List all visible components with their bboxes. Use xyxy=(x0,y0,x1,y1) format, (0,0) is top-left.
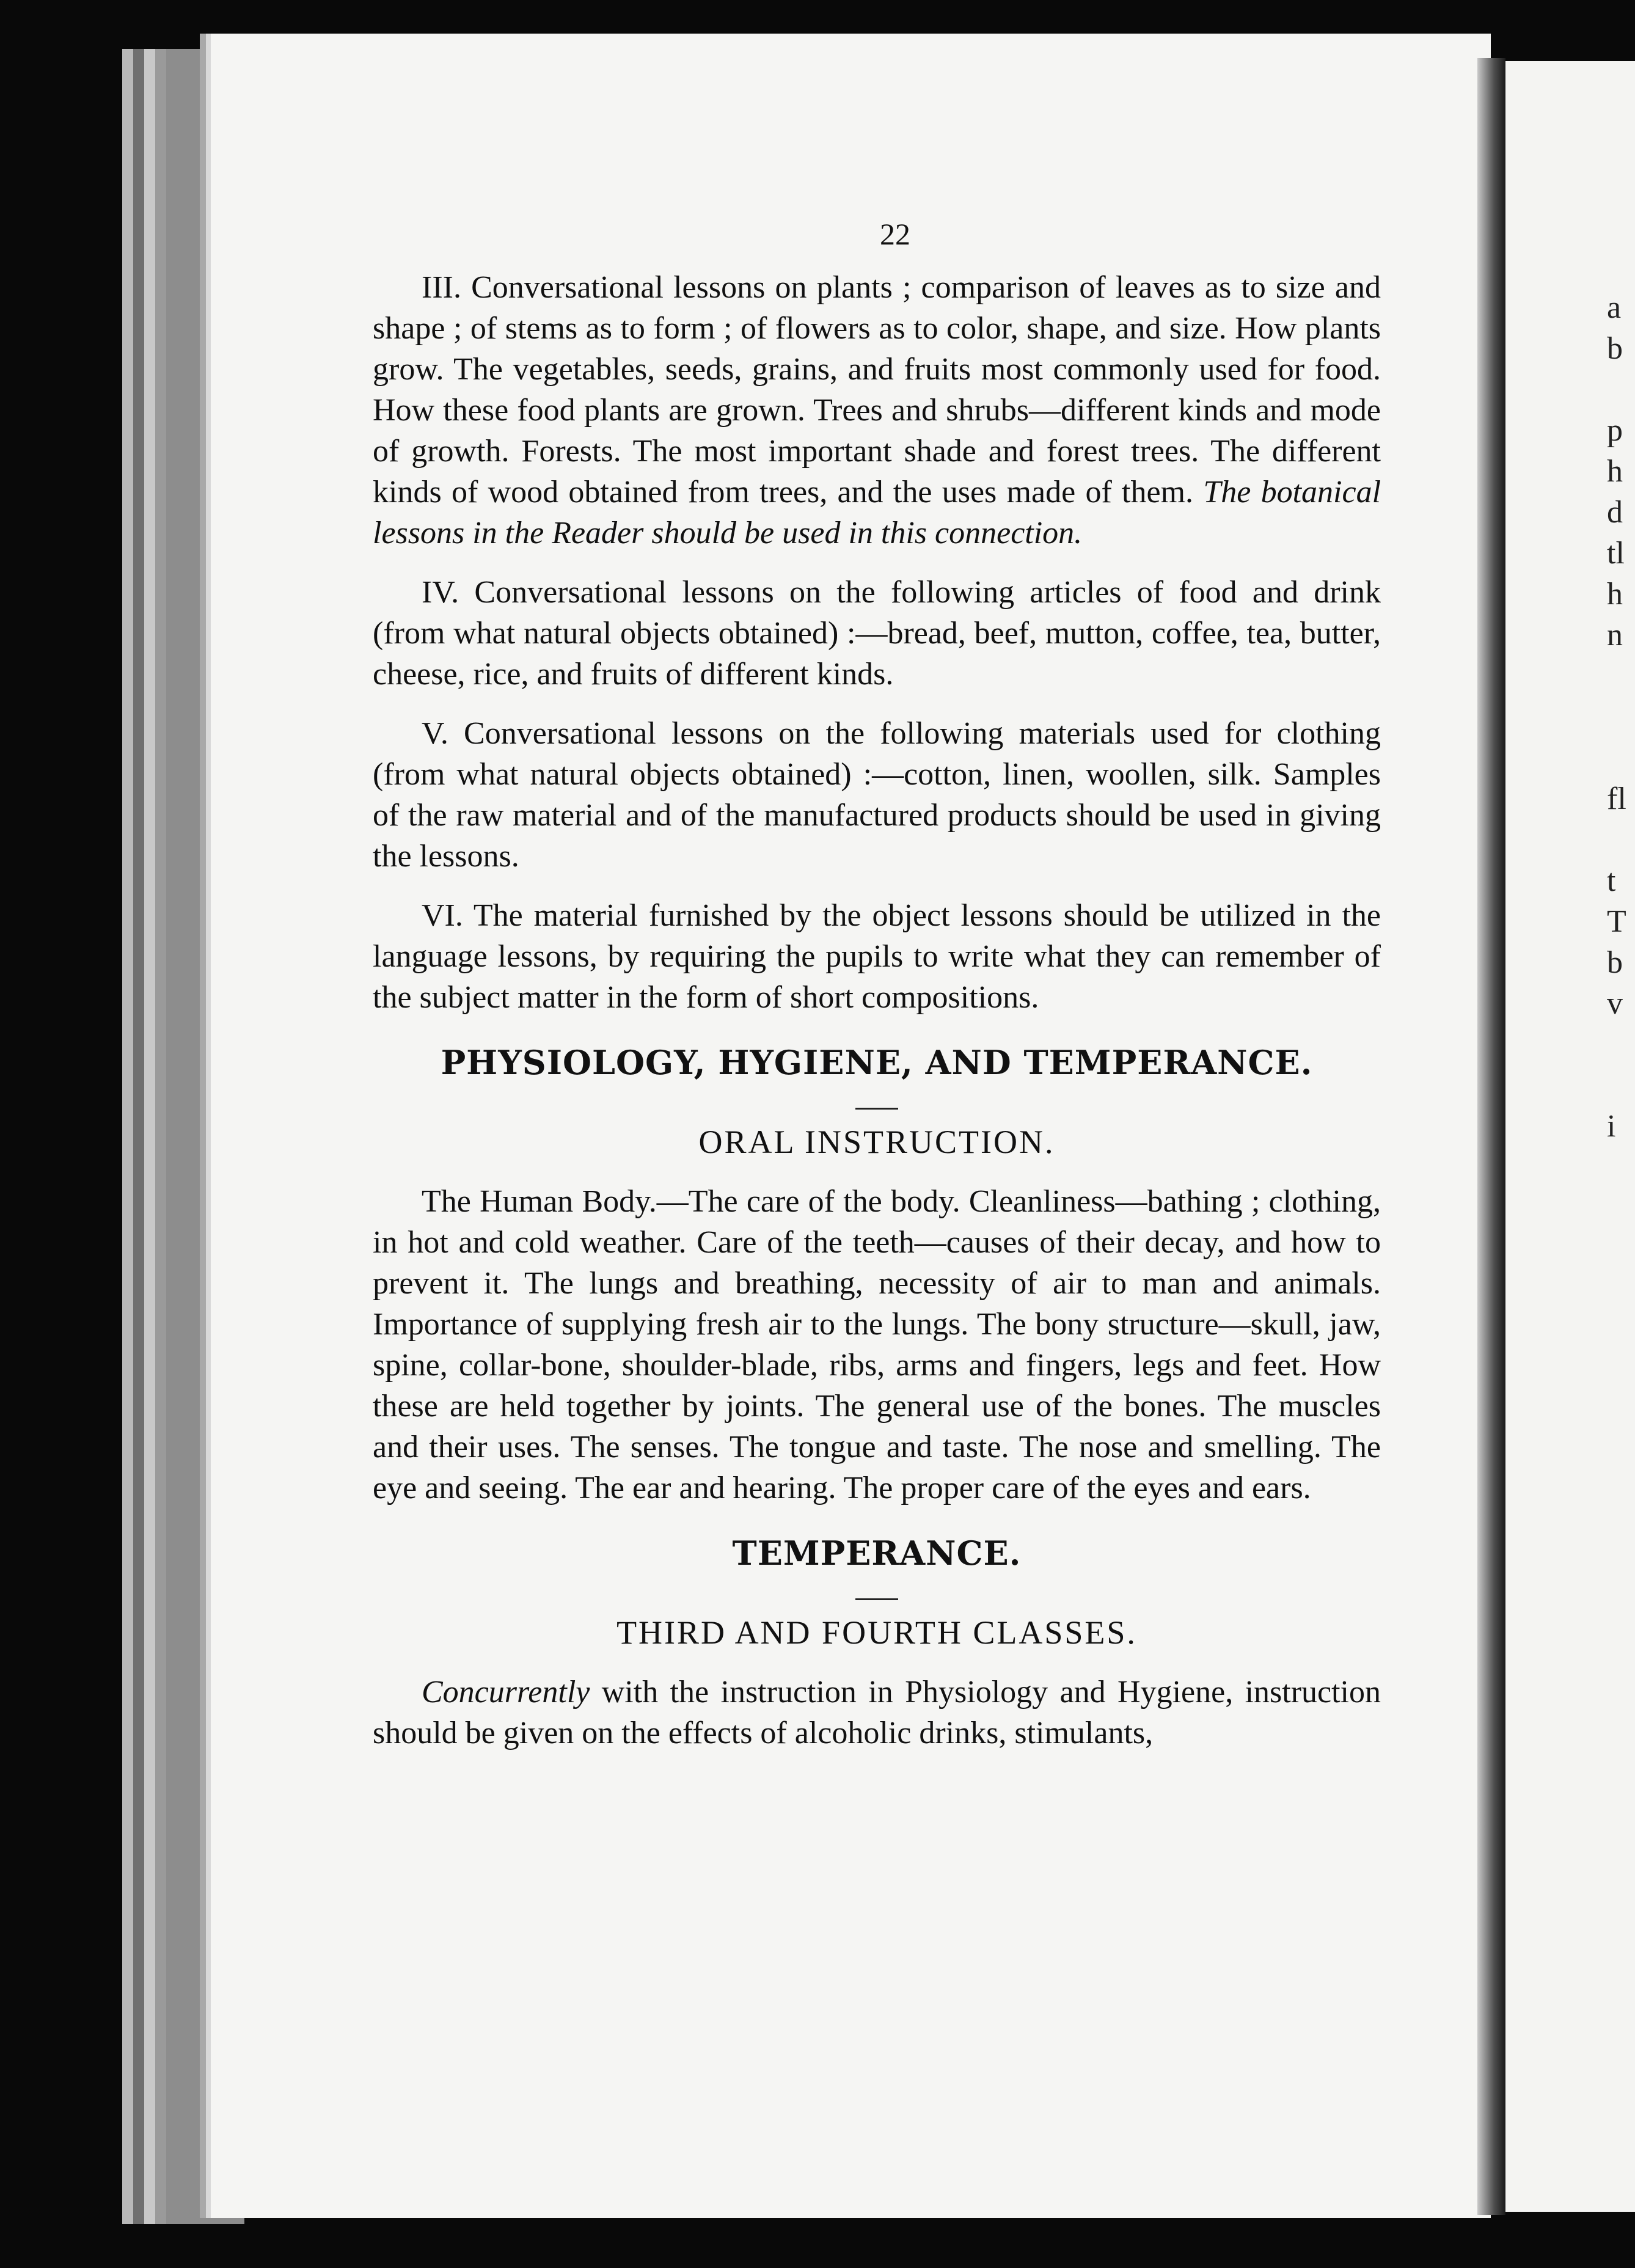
facing-fragment xyxy=(1607,1065,1635,1106)
heading-divider xyxy=(855,1598,898,1600)
section-heading-physiology: PHYSIOLOGY, HYGIENE, AND TEMPERANCE. xyxy=(441,1043,1313,1082)
subheading-classes: THIRD AND FOURTH CLASSES. xyxy=(616,1614,1137,1651)
facing-fragment: d xyxy=(1607,495,1623,530)
paragraph-food: IV. Conversational lessons on the following articles of food and drink (from what natural objects obtained) :—bread, beef, mutton, coffee, tea, butter, cheese, rice, and fruits of different kinds. xyxy=(373,575,1381,692)
facing-fragment: tl xyxy=(1607,536,1625,571)
facing-fragment: h xyxy=(1607,577,1623,612)
facing-fragment: fl xyxy=(1607,781,1626,816)
facing-fragment: v xyxy=(1607,986,1623,1021)
facing-fragment xyxy=(1607,697,1635,737)
facing-fragment: T xyxy=(1607,904,1626,939)
section-heading-temperance: TEMPERANCE. xyxy=(732,1534,1022,1573)
paragraph-clothing: V. Conversational lessons on the following materials used for clothing (from what natural objects obtained) :—cotton, linen, woollen, silk. Samples of the raw material and of the manufactured products should be used in giving the lessons. xyxy=(373,716,1381,874)
facing-page-text xyxy=(1607,287,1635,1147)
paragraph-language: VI. The material furnished by the object lessons should be utilized in the language lessons, by requiring the pupils to write what they can remember of the subject matter in the form of short compositions. xyxy=(373,898,1381,1015)
facing-fragment xyxy=(1607,369,1635,410)
book-gutter xyxy=(1477,58,1505,2215)
subheading-oral-instruction: ORAL INSTRUCTION. xyxy=(698,1124,1055,1160)
facing-fragment: t xyxy=(1607,863,1616,898)
paragraph-plants xyxy=(373,267,1381,554)
facing-fragment xyxy=(1607,656,1635,697)
facing-fragment xyxy=(1607,819,1635,860)
paragraph-concurrently xyxy=(373,1672,1381,1754)
lead-italic-word: Concurrently xyxy=(422,1675,590,1710)
paragraph-text: III. Conversational lessons on plants ; comparison of leaves as to size and shape ; of stems as to form ; of flowers as to color, shape, and size. How plants grow. The vegetables, seeds, grains, and fruits most commonly used for food. How these food plants are grown. Trees and shrubs—different kinds and mode of growth. Forests. The most important shade and forest trees. The different kinds of wood obtained from trees, and the uses made of them. xyxy=(373,270,1381,510)
heading-divider xyxy=(855,1108,898,1110)
facing-fragment: n xyxy=(1607,618,1623,653)
facing-fragment xyxy=(1607,1024,1635,1065)
paragraph-italic-note: The botanical lessons in the Reader should be used in this connection. xyxy=(373,475,1381,551)
facing-fragment xyxy=(1607,737,1635,778)
facing-fragment: b xyxy=(1607,331,1623,366)
page-number: 22 xyxy=(880,217,910,251)
facing-fragment: a xyxy=(1607,290,1622,325)
facing-fragment: b xyxy=(1607,945,1623,980)
facing-fragment: h xyxy=(1607,454,1623,489)
facing-fragment: i xyxy=(1607,1109,1616,1144)
facing-fragment: p xyxy=(1607,413,1623,448)
paragraph-text: with the instruction in Physiology and Hygiene, instruction should be given on the effects of alcoholic drinks, stimulants, xyxy=(373,1675,1381,1750)
paragraph-human-body: The Human Body.—The care of the body. Cleanliness—bathing ; clothing, in hot and cold weather. Care of the teeth—causes of their decay, and how to prevent it. The lungs and breathing, necessity of air to man and animals. Importance of supplying fresh air to the lungs. The bony structure—skull, jaw, spine, collar-bone, shoulder-blade, ribs, arms and fingers, legs and feet. How these are held together by joints. The general use of the bones. The muscles and their uses. The senses. The tongue and taste. The nose and smelling. The eye and seeing. The ear and hearing. The proper care of the eyes and ears. xyxy=(373,1184,1381,1505)
page-content xyxy=(373,214,1381,1772)
